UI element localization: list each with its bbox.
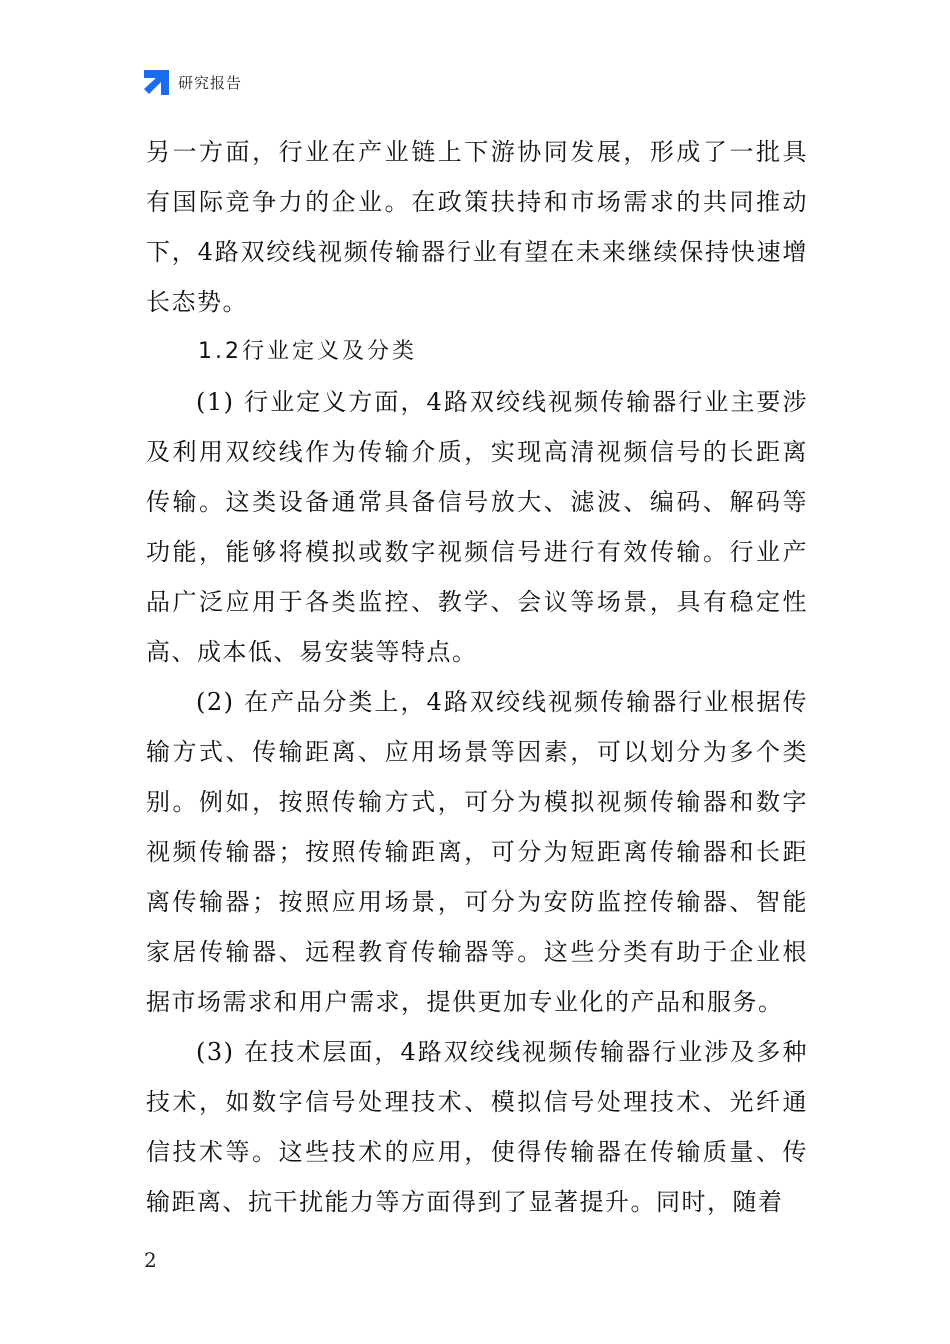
arrow-logo-icon bbox=[144, 70, 169, 95]
paragraph-definition: (1) 行业定义方面，4路双绞线视频传输器行业主要涉及利用双绞线作为传输介质，实现高清视频信号的长距离传输。这类设备通常具备信号放大、滤波、编码、解码等功能，能够将模拟或数字视频信号进行有效传输。行业产品广泛应用于各类监控、教学、会议等场景，具有稳定性高、成本低、易安装等特点。 bbox=[146, 388, 808, 666]
section-heading: 1.2行业定义及分类 bbox=[198, 339, 417, 364]
paragraph-classification: (2) 在产品分类上，4路双绞线视频传输器行业根据传输方式、传输距离、应用场景等因素，可以划分为多个类别。例如，按照传输方式，可分为模拟视频传输器和数字视频传输器；按照传输距离，可分为短距离传输器和长距离传输器；按照应用场景，可分为安防监控传输器、智能家居传输器、远程教育传输器等。这些分类有助于企业根据市场需求和用户需求，提供更加专业化的产品和服务。 bbox=[146, 688, 808, 1016]
report-header bbox=[144, 68, 242, 96]
document-body bbox=[146, 127, 808, 1227]
page-number: 2 bbox=[144, 1248, 157, 1272]
header-title: 研究报告 bbox=[178, 73, 243, 92]
intro-paragraph: 另一方面，行业在产业链上下游协同发展，形成了一批具有国际竞争力的企业。在政策扶持和市场需求的共同推动下，4路双绞线视频传输器行业有望在未来继续保持快速增长态势。 bbox=[146, 138, 808, 316]
paragraph-technology: (3) 在技术层面，4路双绞线视频传输器行业涉及多种技术，如数字信号处理技术、模拟信号处理技术、光纤通信技术等。这些技术的应用，使得传输器在传输质量、传输距离、抗干扰能力等方面得到了显著提升。同时，随着 bbox=[146, 1038, 808, 1216]
